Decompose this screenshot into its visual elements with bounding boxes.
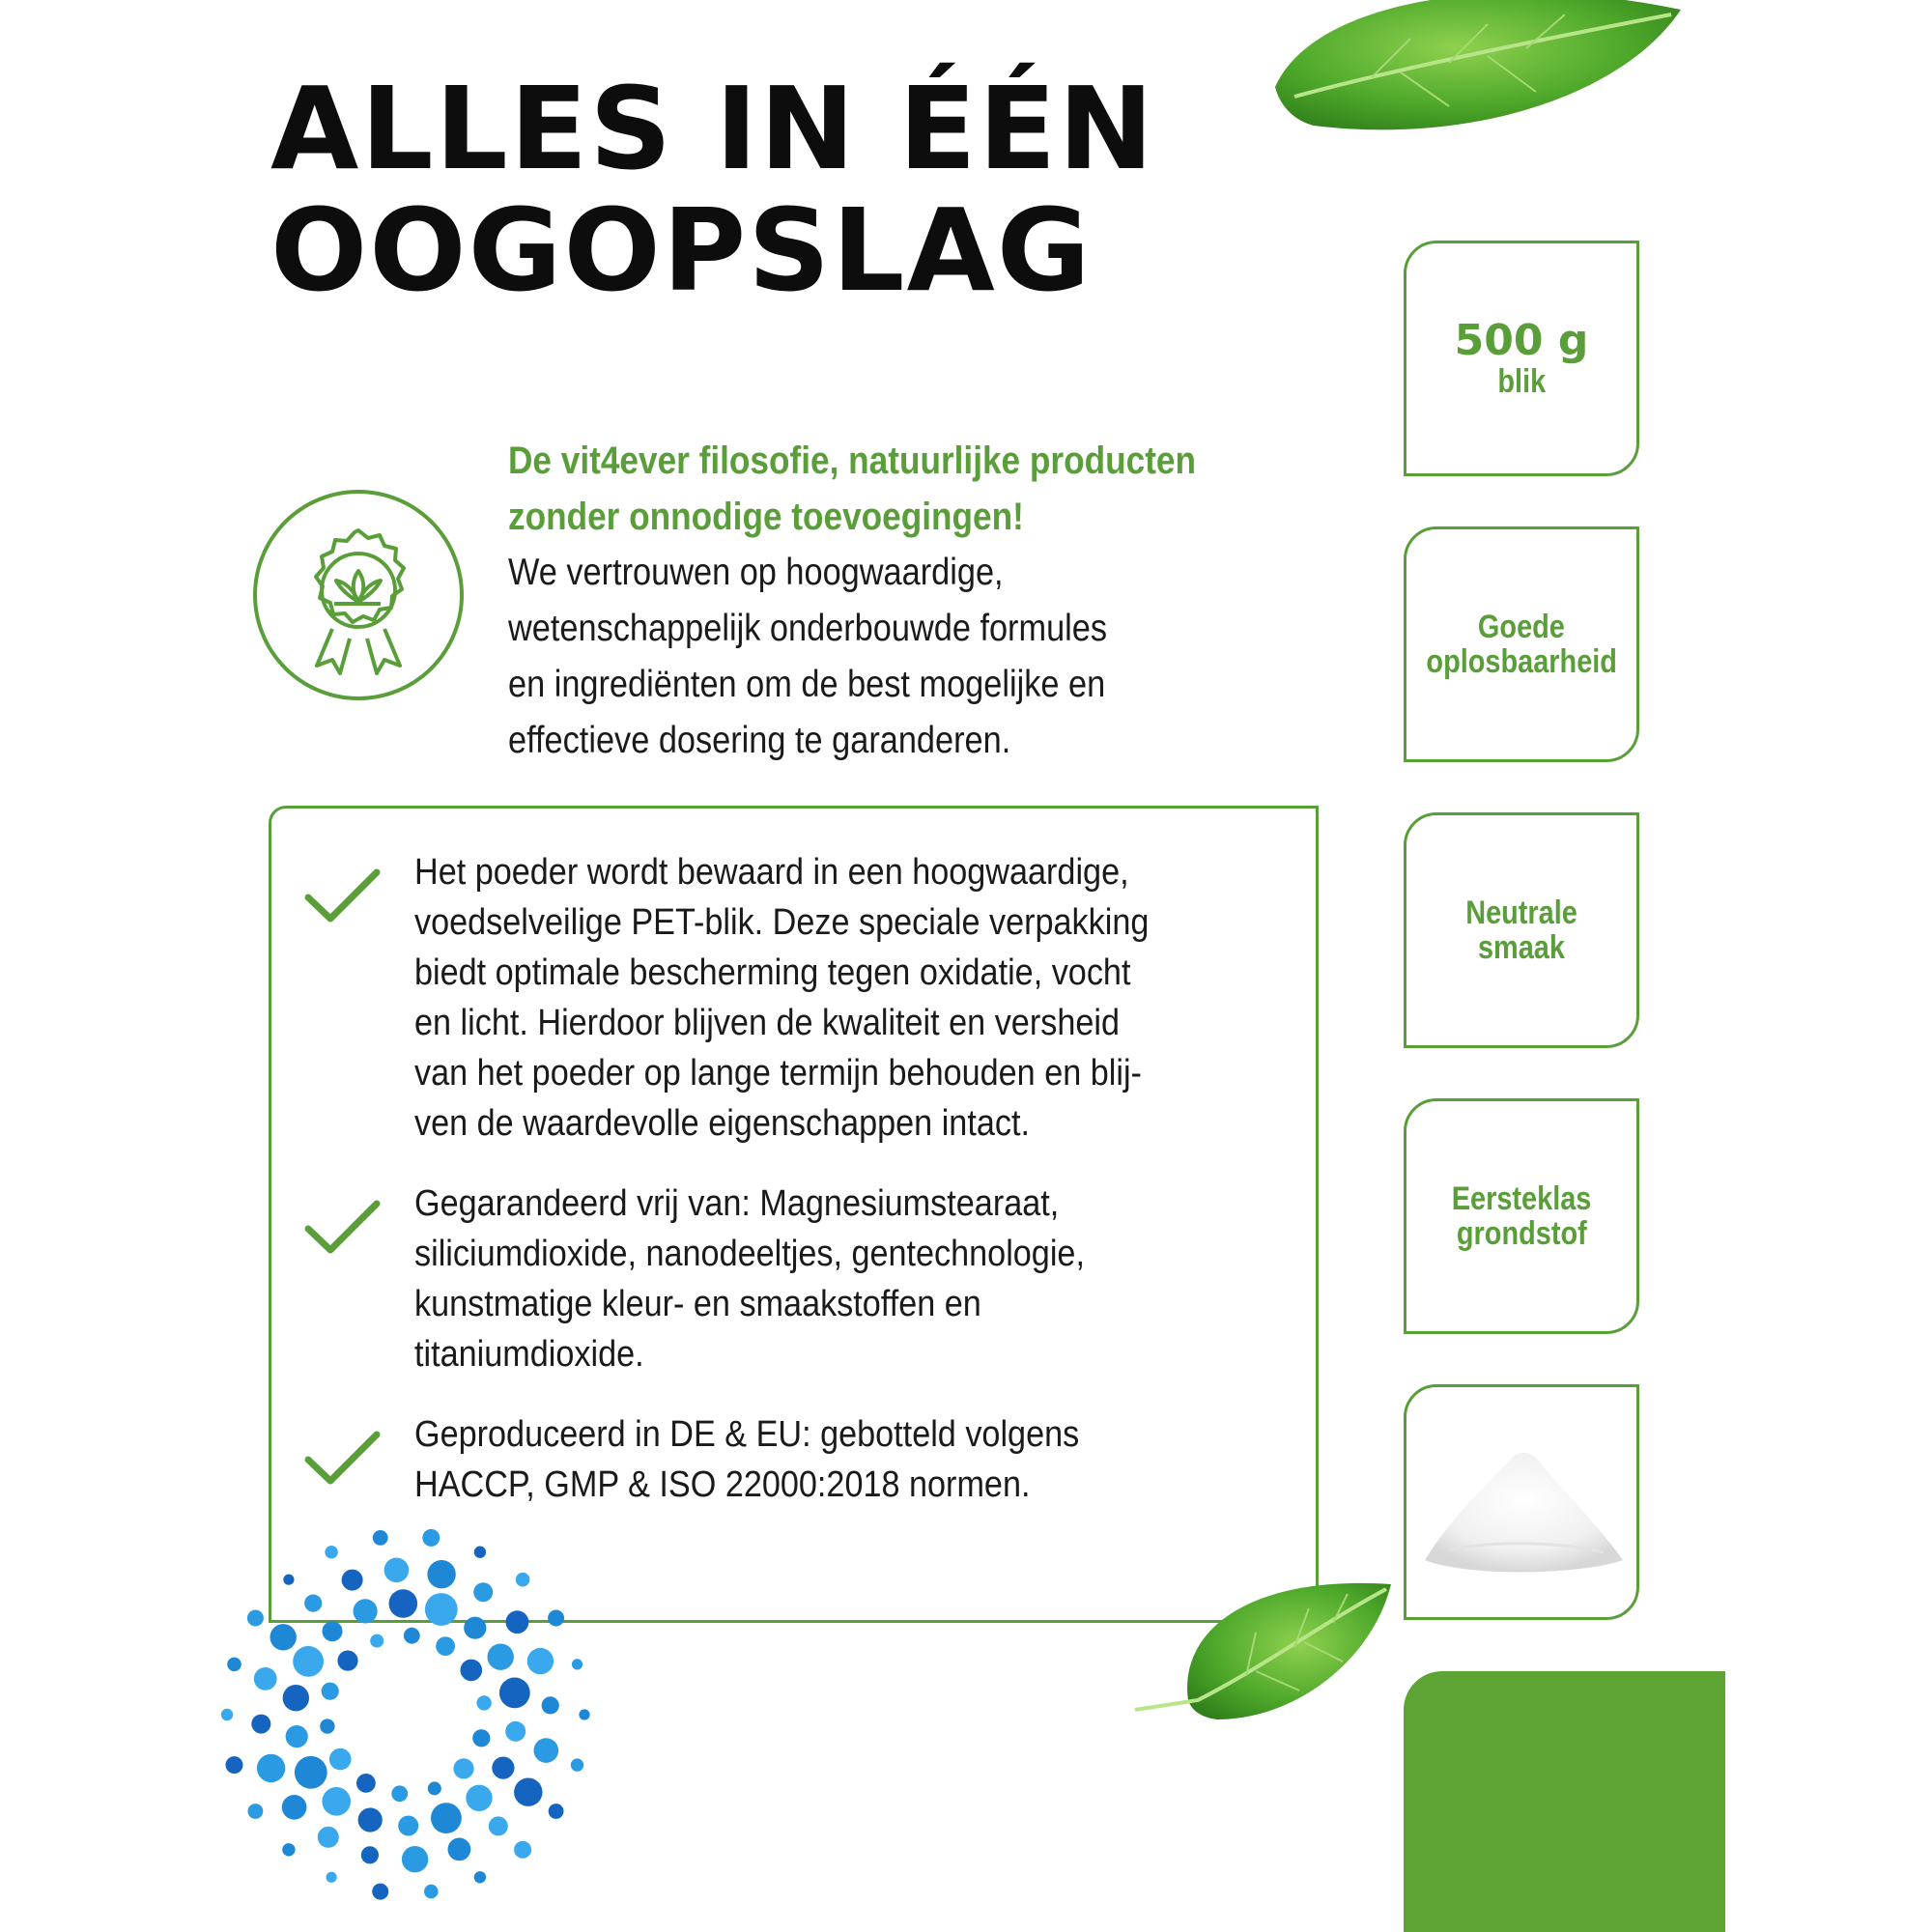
blue-dot [356, 1774, 376, 1793]
blue-dot [505, 1721, 526, 1742]
feature-text [414, 1179, 1284, 1379]
blue-dot [571, 1758, 583, 1771]
title-line-2: OOGOPSLAG [270, 184, 1093, 317]
tile-taste [1404, 812, 1639, 1048]
blue-dot [499, 1678, 530, 1709]
blue-dot [436, 1636, 455, 1656]
blue-dot [282, 1843, 295, 1856]
blue-dot [327, 1872, 337, 1883]
blue-dot [295, 1756, 327, 1789]
blue-dot [226, 1756, 243, 1774]
blue-dot [402, 1846, 428, 1872]
blue-dot [425, 1593, 458, 1626]
philosophy-section [508, 433, 1339, 769]
blue-dot [320, 1719, 334, 1733]
blue-dot [492, 1757, 514, 1779]
blue-dot [398, 1816, 418, 1836]
tile-powder [1404, 1384, 1639, 1620]
philosophy-heading [508, 433, 1341, 545]
checkmark-icon [303, 1429, 381, 1487]
blue-dot [514, 1841, 531, 1859]
feature-line: ven de waardevolle eigenschappen intact. [414, 1103, 1030, 1144]
blue-dot [389, 1589, 418, 1618]
blue-dot [251, 1715, 270, 1734]
tile-line: oplosbaarheid [1426, 643, 1617, 680]
feature-text [414, 847, 1284, 1149]
blue-dot [248, 1804, 264, 1819]
blue-dot [572, 1659, 582, 1669]
tile-line: 500 g [1454, 316, 1589, 365]
blue-dot [342, 1570, 363, 1591]
blue-dot-ring-icon [198, 1507, 613, 1922]
blue-dot [270, 1624, 297, 1650]
blue-dot [431, 1803, 462, 1833]
feature-line: Gegarandeerd vrij van: Magnesiumstearaat, [414, 1183, 1060, 1224]
philosophy-heading-line: zonder onnodige toevoegingen! [508, 496, 1024, 538]
blue-dot [516, 1573, 530, 1587]
blue-dot [461, 1660, 483, 1682]
feature-line: Geproduceerd in DE & EU: gebotteld volgens [414, 1414, 1080, 1455]
checkmark-icon [303, 867, 381, 924]
blue-dot [257, 1754, 285, 1782]
blue-dot [325, 1546, 337, 1558]
tile-size [1404, 241, 1639, 476]
blue-dot [453, 1758, 473, 1778]
blue-dot [428, 1781, 441, 1795]
blue-dot [337, 1651, 357, 1671]
blue-dot [282, 1795, 307, 1820]
tile-line: blik [1497, 363, 1546, 400]
feature-line: HACCP, GMP & ISO 22000:2018 normen. [414, 1464, 1031, 1505]
blue-dot [424, 1885, 439, 1899]
blue-dot [373, 1530, 388, 1546]
philosophy-heading-line: De vit4ever filosofie, natuurlijke producten [508, 440, 1197, 482]
feature-line: titaniumdioxide. [414, 1334, 644, 1375]
feature-line: voedselveilige PET-blik. Deze speciale verpakking [414, 902, 1150, 943]
blue-dot [322, 1683, 339, 1700]
green-leaf-icon [1256, 0, 1700, 155]
blue-dot [472, 1729, 490, 1747]
blue-dot [354, 1599, 378, 1623]
blue-dot [370, 1634, 384, 1648]
blue-dot [304, 1595, 322, 1612]
blue-dot [489, 1816, 508, 1835]
blue-dot [318, 1827, 339, 1848]
blue-dot [293, 1646, 324, 1677]
blue-dot [221, 1709, 233, 1720]
blue-dot [476, 1695, 491, 1710]
tile-line: grondstof [1456, 1215, 1587, 1252]
feature-line: en licht. Hierdoor blijven de kwaliteit en versheid [414, 1003, 1120, 1043]
feature-text [414, 1409, 1284, 1510]
blue-dot [473, 1582, 493, 1602]
philosophy-body [508, 545, 1341, 769]
blue-dot [283, 1685, 309, 1711]
blue-dot [404, 1628, 420, 1644]
blue-dot [579, 1709, 589, 1719]
feature-line: Het poeder wordt bewaard in een hoogwaardige, [414, 852, 1129, 893]
blue-dot [372, 1884, 388, 1900]
blue-dot [422, 1529, 440, 1547]
blue-dot [474, 1547, 486, 1558]
blue-dot [322, 1787, 351, 1816]
blue-dot [329, 1748, 352, 1771]
feature-item [414, 847, 1284, 1149]
green-leaf-icon [1130, 1555, 1401, 1739]
blue-dot [384, 1558, 410, 1583]
blue-dot [534, 1738, 559, 1763]
blue-dot [464, 1617, 486, 1639]
blue-dot [488, 1644, 514, 1670]
philosophy-body-line: wetenschappelijk onderbouwde formules [508, 608, 1108, 649]
blue-dot [323, 1621, 343, 1641]
blue-dot [514, 1778, 542, 1806]
blue-dot [391, 1785, 408, 1802]
blue-dot [358, 1807, 383, 1832]
blue-dot [247, 1610, 264, 1627]
award-rosette-lotus-icon [257, 494, 460, 696]
feature-item [414, 1409, 1284, 1510]
blue-dot [548, 1610, 564, 1627]
blue-dot [466, 1785, 492, 1811]
powder-pile-image [1410, 1406, 1633, 1599]
tile-raw-material [1404, 1098, 1639, 1334]
philosophy-body-line: effectieve dosering te garanderen. [508, 720, 1011, 761]
philosophy-body-line: en ingrediënten om de best mogelijke en [508, 664, 1106, 705]
blue-dot [427, 1560, 455, 1588]
tile-line: Neutrale [1465, 895, 1577, 931]
green-accent-block [1404, 1671, 1725, 1932]
feature-line: kunstmatige kleur- en smaakstoffen en [414, 1284, 981, 1324]
tile-line: Eersteklas [1451, 1180, 1592, 1217]
blue-dot [527, 1648, 554, 1674]
blue-dot [474, 1871, 486, 1883]
blue-dot [506, 1610, 529, 1634]
checkmark-icon [303, 1198, 381, 1256]
feature-line: biedt optimale bescherming tegen oxidatie, vocht [414, 952, 1131, 993]
philosophy-body-line: We vertrouwen op hoogwaardige, [508, 552, 1004, 593]
blue-dot [542, 1696, 559, 1714]
blue-dot [448, 1838, 471, 1861]
blue-dot [549, 1804, 564, 1819]
tile-solubility [1404, 526, 1639, 762]
feature-item [414, 1179, 1284, 1379]
blue-dot [283, 1575, 294, 1585]
feature-line: van het poeder op lange termijn behouden en blij- [414, 1053, 1142, 1094]
blue-dot [227, 1658, 242, 1672]
feature-line: siliciumdioxide, nanodeeltjes, gentechnologie, [414, 1234, 1085, 1274]
blue-dot [286, 1725, 308, 1747]
tile-line: Goede [1478, 609, 1565, 645]
title-line-1: ALLES IN ÉÉN [270, 62, 1156, 195]
features-box [269, 806, 1319, 1623]
blue-dot [361, 1846, 379, 1863]
tile-line: smaak [1478, 929, 1565, 966]
page-title [270, 62, 1156, 317]
blue-dot [254, 1667, 277, 1690]
award-badge [253, 490, 464, 700]
